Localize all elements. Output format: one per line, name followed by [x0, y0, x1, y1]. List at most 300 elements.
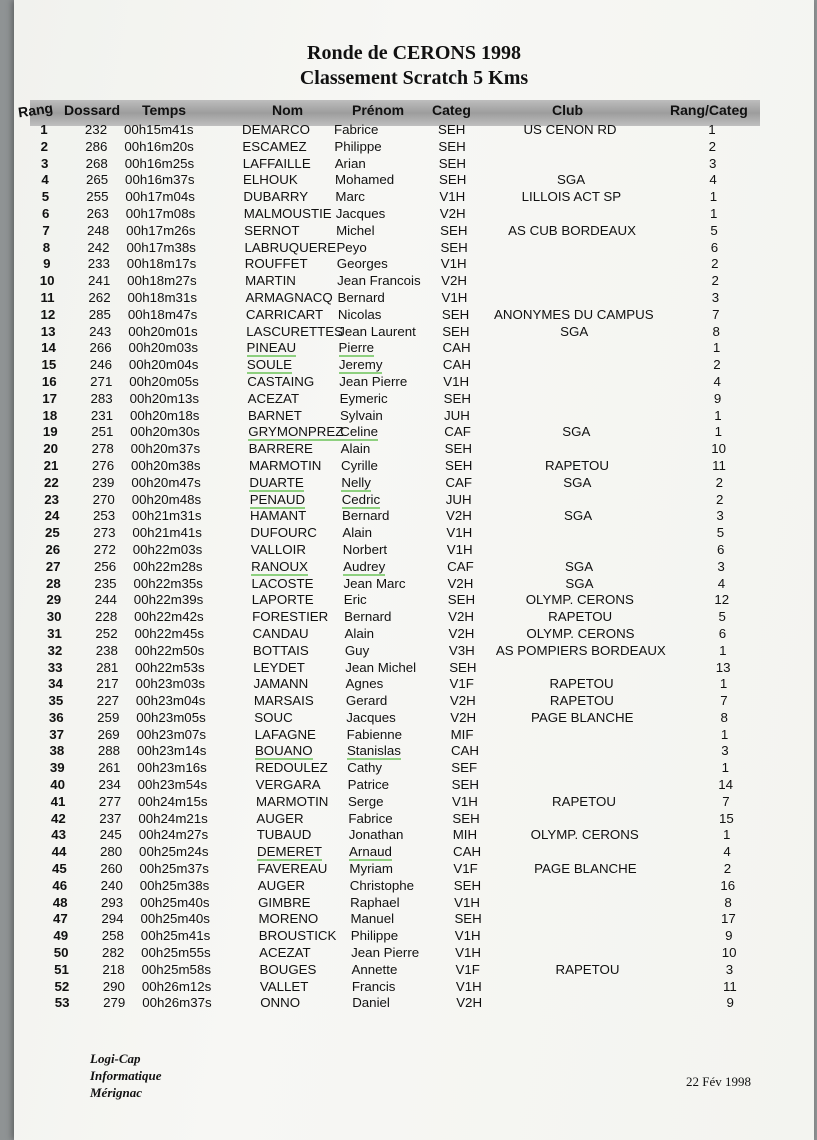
- cell-rang: 35: [48, 693, 64, 709]
- cell-prenom: Bernard: [337, 289, 385, 305]
- cell-categ: V2H: [448, 625, 475, 641]
- cell-prenom: Georges: [336, 256, 388, 272]
- table-row: [14, 139, 814, 156]
- cell-categ: SEH: [447, 592, 476, 608]
- table-row: [29, 861, 817, 878]
- cell-dossard: 239: [92, 474, 115, 490]
- cell-nom: FORESTIER: [252, 609, 329, 625]
- table-row: [15, 189, 815, 206]
- cell-temps: 00h18m47s: [127, 306, 198, 322]
- cell-categ: CAH: [450, 743, 480, 759]
- cell-rang: 1: [40, 122, 48, 137]
- cell-prenom: Audrey: [343, 558, 386, 574]
- cell-rang: 38: [49, 743, 65, 759]
- cell-dossard: 286: [85, 138, 108, 154]
- cell-rang: 34: [48, 676, 63, 692]
- cell-temps: 00h18m27s: [127, 273, 197, 289]
- cell-club: RAPETOU: [549, 676, 614, 692]
- cell-prenom: Philippe: [334, 138, 382, 154]
- cell-club: SGA: [565, 558, 594, 574]
- cell-dossard: 252: [95, 625, 118, 641]
- cell-rang-categ: 4: [717, 575, 726, 591]
- cell-dossard: 232: [84, 122, 108, 137]
- cell-prenom: Agnes: [345, 676, 384, 692]
- cell-temps: 00h23m03s: [135, 676, 206, 692]
- cell-temps: 00h24m21s: [138, 810, 208, 826]
- cell-categ: SEF: [451, 760, 478, 776]
- cell-categ: V2H: [456, 995, 483, 1011]
- cell-nom: PENAUD: [249, 491, 306, 507]
- cell-rang: 4: [41, 172, 49, 188]
- cell-prenom: Annette: [351, 961, 398, 977]
- cell-club: OLYMP. CERONS: [530, 827, 639, 843]
- cell-nom: SOUC: [254, 709, 293, 725]
- cell-rang-categ: 12: [714, 592, 730, 608]
- cell-rang: 6: [42, 205, 50, 221]
- cell-rang: 45: [51, 861, 67, 877]
- table-row: [25, 626, 817, 643]
- cell-temps: 00h22m42s: [134, 609, 204, 625]
- cell-club: SGA: [565, 575, 594, 591]
- cell-temps: 00h18m17s: [126, 256, 197, 272]
- cell-rang: 26: [45, 541, 61, 557]
- cell-rang: 29: [46, 592, 62, 608]
- cell-nom: MARSAIS: [253, 693, 314, 709]
- cell-dossard: 217: [96, 676, 119, 692]
- cell-rang-categ: 3: [716, 508, 724, 524]
- cell-dossard: 253: [92, 508, 116, 524]
- cell-temps: 00h20m48s: [131, 491, 202, 507]
- table-row: [17, 256, 817, 273]
- cell-rang-categ: 4: [713, 373, 721, 389]
- footer-credit: [90, 1050, 162, 1101]
- cell-rang-categ: 13: [715, 659, 731, 675]
- cell-dossard: 243: [89, 323, 112, 339]
- cell-dossard: 238: [95, 642, 118, 658]
- table-row: [17, 273, 817, 290]
- cell-categ: V1H: [439, 189, 466, 205]
- cell-rang-categ: 1: [722, 827, 731, 843]
- cell-rang-categ: 6: [717, 541, 725, 557]
- cell-dossard: 256: [94, 558, 117, 574]
- cell-prenom: Jacques: [346, 709, 396, 725]
- page-subtitle: Classement Scratch 5 Kms: [299, 67, 529, 89]
- cell-categ: SEH: [438, 155, 467, 171]
- table-row: [30, 878, 817, 895]
- cell-dossard: 248: [87, 222, 110, 238]
- cell-rang: 37: [49, 726, 64, 742]
- cell-rang-categ: 17: [721, 911, 736, 927]
- cell-rang: 40: [50, 777, 66, 793]
- page-title: Ronde de CERONS 1998: [307, 42, 521, 64]
- cell-categ: V1H: [441, 289, 468, 305]
- cell-dossard: 279: [103, 995, 126, 1011]
- cell-prenom: Gerard: [345, 693, 388, 709]
- cell-dossard: 280: [99, 844, 123, 860]
- cell-prenom: Alain: [344, 625, 375, 641]
- cell-categ: V1H: [455, 945, 482, 961]
- cell-categ: SEH: [445, 457, 473, 473]
- cell-dossard: 260: [100, 861, 123, 877]
- cell-prenom: Alain: [340, 441, 371, 457]
- cell-club: SGA: [560, 323, 589, 339]
- table-row: [24, 609, 817, 626]
- cell-temps: 00h20m13s: [129, 390, 200, 406]
- cell-club: RAPETOU: [551, 793, 617, 809]
- table-row: [18, 307, 817, 324]
- cell-dossard: 259: [97, 709, 120, 725]
- cell-categ: V2H: [446, 508, 472, 524]
- table-row: [29, 827, 817, 844]
- cell-rang: 28: [46, 575, 61, 591]
- table-row: [15, 156, 815, 173]
- cell-nom: MORENO: [258, 911, 319, 927]
- cell-categ: V3H: [448, 642, 475, 658]
- cell-rang: 22: [43, 474, 59, 490]
- cell-categ: SEH: [440, 222, 468, 238]
- cell-dossard: 268: [85, 155, 108, 171]
- cell-rang: 7: [42, 222, 50, 238]
- table-row: [22, 492, 817, 509]
- cell-temps: 00h20m47s: [131, 474, 201, 490]
- table-row: [29, 844, 817, 861]
- cell-temps: 00h22m28s: [133, 558, 203, 574]
- cell-categ: JUH: [443, 407, 470, 423]
- cell-nom: DEMERET: [257, 844, 323, 860]
- cell-dossard: 265: [85, 172, 109, 188]
- table-row: [16, 240, 816, 257]
- cell-rang-categ: 1: [708, 122, 716, 137]
- cell-rang: 18: [42, 407, 58, 423]
- cell-rang: 19: [42, 424, 58, 440]
- cell-dossard: 294: [101, 911, 124, 927]
- cell-categ: SEH: [440, 239, 468, 255]
- cell-nom: ACEZAT: [259, 945, 311, 961]
- cell-nom: BOUANO: [254, 743, 313, 759]
- cell-prenom: Sylvain: [339, 407, 383, 423]
- cell-categ: V2H: [439, 205, 466, 221]
- cell-rang: 24: [44, 508, 60, 524]
- cell-temps: 00h22m35s: [133, 575, 203, 591]
- cell-dossard: 270: [92, 491, 115, 507]
- cell-rang: 30: [46, 609, 62, 625]
- cell-rang: 27: [45, 558, 61, 574]
- cell-temps: 00h18m31s: [127, 289, 197, 305]
- cell-nom: AUGER: [257, 877, 306, 893]
- cell-nom: ARMAGNACQ: [245, 289, 333, 305]
- table-row: [19, 374, 817, 391]
- cell-categ: V2H: [449, 693, 476, 709]
- cell-temps: 00h23m04s: [135, 693, 206, 709]
- cell-prenom: Cathy: [347, 760, 383, 776]
- cell-prenom: Michel: [336, 222, 375, 238]
- cell-nom: BROUSTICK: [258, 928, 337, 944]
- cell-rang: 25: [44, 525, 60, 541]
- cell-temps: 00h20m37s: [130, 441, 201, 457]
- footer-line-2: Informatique: [90, 1068, 162, 1083]
- cell-temps: 00h23m05s: [136, 709, 206, 725]
- cell-categ: V1H: [454, 894, 480, 910]
- cell-temps: 00h20m05s: [129, 373, 199, 389]
- cell-dossard: 255: [86, 189, 109, 205]
- cell-prenom: Fabienne: [346, 726, 403, 742]
- cell-temps: 00h25m24s: [139, 844, 209, 860]
- cell-prenom: Nelly: [341, 474, 371, 490]
- cell-temps: 00h21m31s: [132, 508, 202, 524]
- cell-nom: VALLOIR: [250, 541, 306, 557]
- table-row: [32, 995, 817, 1012]
- cell-nom: AUGER: [256, 810, 304, 826]
- cell-dossard: 227: [96, 693, 119, 709]
- header-rang: Rang: [17, 99, 54, 121]
- cell-nom: GRYMONPREZ: [248, 424, 344, 440]
- table-row: [32, 962, 817, 979]
- table-row: [25, 643, 817, 660]
- table-row: [30, 911, 817, 928]
- cell-rang: 15: [41, 357, 57, 373]
- cell-rang: 21: [43, 457, 59, 473]
- cell-categ: MIH: [452, 827, 478, 843]
- table-row: [27, 743, 817, 760]
- cell-rang: 5: [41, 189, 50, 205]
- cell-temps: 00h22m45s: [134, 625, 204, 641]
- cell-rang-categ: 5: [716, 525, 725, 541]
- cell-rang-categ: 1: [714, 424, 722, 440]
- cell-rang-categ: 3: [721, 743, 729, 759]
- cell-nom: RANOUX: [251, 558, 308, 574]
- cell-prenom: Arnaud: [349, 844, 392, 860]
- cell-nom: MARMOTIN: [256, 793, 329, 809]
- cell-categ: MIF: [450, 726, 474, 742]
- cell-dossard: 244: [94, 592, 117, 608]
- cell-temps: 00h26m12s: [141, 978, 212, 994]
- cell-prenom: Jacques: [335, 205, 386, 221]
- cell-nom: MARTIN: [245, 273, 296, 289]
- cell-nom: LAFAGNE: [254, 726, 316, 742]
- cell-nom: REDOULEZ: [255, 760, 328, 776]
- cell-categ: CAF: [444, 424, 471, 440]
- table-row: [26, 676, 817, 693]
- cell-rang-categ: 1: [720, 726, 729, 742]
- cell-dossard: 233: [87, 256, 110, 272]
- header-prenom: Prénom: [352, 102, 405, 118]
- cell-nom: BOTTAIS: [252, 642, 309, 658]
- cell-rang-categ: 14: [718, 777, 734, 793]
- cell-nom: DEMARCO: [242, 122, 310, 137]
- table-row: [23, 559, 817, 576]
- cell-rang-categ: 2: [713, 357, 721, 373]
- table-row: [25, 660, 817, 677]
- cell-temps: 00h20m04s: [128, 357, 199, 373]
- cell-rang: 17: [42, 390, 57, 406]
- cell-temps: 00h25m41s: [140, 928, 211, 944]
- cell-rang-categ: 2: [723, 861, 732, 877]
- cell-categ: SEH: [451, 777, 479, 793]
- cell-prenom: Pierre: [338, 340, 375, 356]
- cell-rang: 44: [51, 844, 67, 860]
- cell-prenom: Marc: [335, 189, 365, 205]
- cell-prenom: Arian: [334, 155, 366, 171]
- cell-rang-categ: 8: [712, 323, 720, 339]
- cell-club: PAGE BLANCHE: [531, 709, 634, 725]
- cell-rang-categ: 2: [711, 256, 719, 272]
- cell-dossard: 218: [102, 961, 125, 977]
- cell-rang-categ: 1: [714, 407, 722, 423]
- cell-rang-categ: 5: [710, 222, 718, 238]
- table-row: [15, 172, 815, 189]
- table-row: [28, 794, 817, 811]
- cell-club: PAGE BLANCHE: [534, 861, 637, 877]
- cell-nom: GIMBRE: [258, 894, 311, 910]
- cell-categ: V1H: [446, 525, 473, 541]
- cell-nom: DUARTE: [249, 474, 304, 490]
- cell-rang: 20: [43, 441, 59, 457]
- cell-club: SGA: [564, 508, 593, 524]
- cell-rang-categ: 2: [715, 474, 724, 490]
- cell-temps: 00h22m50s: [134, 642, 205, 658]
- cell-club: SGA: [562, 424, 591, 440]
- cell-temps: 00h20m18s: [129, 407, 200, 423]
- cell-rang-categ: 8: [724, 894, 732, 910]
- cell-rang: 13: [40, 323, 56, 339]
- cell-rang: 14: [41, 340, 56, 356]
- cell-dossard: 242: [87, 239, 110, 255]
- cell-categ: V1H: [443, 373, 470, 389]
- cell-dossard: 281: [96, 659, 119, 675]
- cell-prenom: Fabrice: [334, 122, 379, 137]
- cell-prenom: Cedric: [341, 491, 381, 507]
- cell-rang: 43: [51, 827, 67, 843]
- cell-temps: 00h16m37s: [125, 172, 195, 188]
- cell-dossard: 258: [101, 928, 124, 944]
- cell-prenom: Francis: [351, 978, 396, 994]
- cell-club: US CENON RD: [523, 122, 617, 137]
- table-row: [19, 357, 817, 374]
- table-row: [31, 928, 817, 945]
- cell-rang-categ: 5: [718, 609, 726, 625]
- cell-dossard: 266: [89, 340, 112, 356]
- cell-rang: 3: [40, 155, 49, 171]
- cell-rang-categ: 1: [721, 760, 729, 776]
- cell-prenom: Philippe: [350, 928, 399, 944]
- cell-club: AS CUB BORDEAUX: [508, 222, 636, 238]
- cell-temps: 00h21m41s: [132, 525, 202, 541]
- table-row: [16, 223, 816, 240]
- cell-dossard: 263: [86, 205, 109, 221]
- cell-dossard: 261: [98, 760, 121, 776]
- cell-rang-categ: 3: [711, 289, 720, 305]
- cell-nom: ONNO: [260, 995, 301, 1011]
- cell-prenom: Alain: [342, 525, 372, 541]
- cell-nom: LAFFAILLE: [242, 155, 311, 171]
- cell-nom: MARMOTIN: [249, 457, 322, 473]
- table-row: [18, 290, 817, 307]
- header-temps: Temps: [142, 102, 187, 118]
- cell-categ: SEH: [439, 172, 467, 188]
- cell-rang-categ: 3: [708, 155, 717, 171]
- cell-prenom: Jonathan: [348, 827, 404, 843]
- cell-temps: 00h22m53s: [135, 659, 205, 675]
- cell-rang-categ: 1: [710, 205, 718, 221]
- cell-nom: LEYDET: [253, 659, 305, 675]
- results-sheet: [14, 0, 814, 1140]
- cell-prenom: Jean Pierre: [351, 945, 420, 961]
- cell-prenom: Jean Laurent: [338, 323, 416, 339]
- table-row: [21, 441, 817, 458]
- table-row: [23, 542, 817, 559]
- header-categ: Categ: [432, 102, 471, 118]
- cell-prenom: Patrice: [347, 777, 390, 793]
- cell-categ: SEH: [442, 323, 470, 339]
- cell-club: RAPETOU: [548, 609, 613, 625]
- cell-prenom: Jeremy: [338, 357, 383, 373]
- cell-dossard: 285: [88, 306, 111, 322]
- cell-prenom: Peyo: [336, 239, 367, 255]
- cell-nom: ACEZAT: [247, 390, 300, 406]
- cell-club: SGA: [557, 172, 586, 188]
- cell-rang: 23: [44, 491, 60, 507]
- cell-dossard: 272: [93, 541, 116, 557]
- cell-nom: HAMANT: [250, 508, 307, 524]
- cell-rang-categ: 1: [709, 189, 718, 205]
- cell-nom: ESCAMEZ: [242, 138, 307, 154]
- table-row: [20, 391, 817, 408]
- table-row: [20, 408, 817, 425]
- cell-temps: 00h25m55s: [141, 945, 211, 961]
- cell-categ: V2H: [450, 709, 477, 725]
- cell-rang: 46: [52, 877, 68, 893]
- cell-rang: 11: [40, 289, 55, 305]
- cell-categ: SEH: [438, 122, 466, 137]
- cell-prenom: Jean Michel: [345, 659, 417, 675]
- cell-nom: JAMANN: [253, 676, 309, 692]
- cell-rang-categ: 9: [726, 995, 734, 1011]
- cell-nom: ROUFFET: [244, 256, 308, 272]
- cell-categ: CAH: [453, 844, 482, 860]
- cell-club: LILLOIS ACT SP: [521, 189, 622, 205]
- cell-categ: V1F: [449, 676, 474, 692]
- cell-temps: 00h20m01s: [128, 323, 198, 339]
- table-row: [26, 710, 817, 727]
- cell-nom: CANDAU: [252, 625, 309, 641]
- cell-rang-categ: 8: [720, 709, 728, 725]
- cell-club: RAPETOU: [555, 961, 620, 977]
- cell-prenom: Christophe: [349, 877, 415, 893]
- cell-nom: BARNET: [247, 407, 302, 423]
- cell-temps: 00h17m04s: [125, 189, 195, 205]
- table-row: [30, 895, 817, 912]
- cell-rang-categ: 10: [711, 441, 727, 457]
- cell-rang-categ: 3: [717, 558, 725, 574]
- table-row: [27, 727, 817, 744]
- cell-temps: 00h16m25s: [124, 155, 195, 171]
- cell-prenom: Celine: [340, 424, 378, 440]
- results-table: [14, 122, 814, 1012]
- cell-nom: DUFOURC: [250, 525, 317, 541]
- cell-categ: SEH: [449, 659, 477, 675]
- cell-dossard: 273: [93, 525, 116, 541]
- cell-rang-categ: 4: [709, 172, 717, 188]
- cell-temps: 00h25m37s: [139, 861, 209, 877]
- cell-prenom: Eymeric: [339, 390, 388, 406]
- cell-nom: PINEAU: [246, 340, 297, 356]
- cell-nom: LAPORTE: [251, 592, 314, 608]
- cell-dossard: 277: [98, 793, 122, 809]
- cell-categ: CAF: [445, 474, 472, 490]
- cell-rang-categ: 7: [722, 793, 730, 809]
- cell-temps: 00h17m26s: [126, 222, 196, 238]
- cell-nom: LABRUQUERE: [244, 239, 337, 255]
